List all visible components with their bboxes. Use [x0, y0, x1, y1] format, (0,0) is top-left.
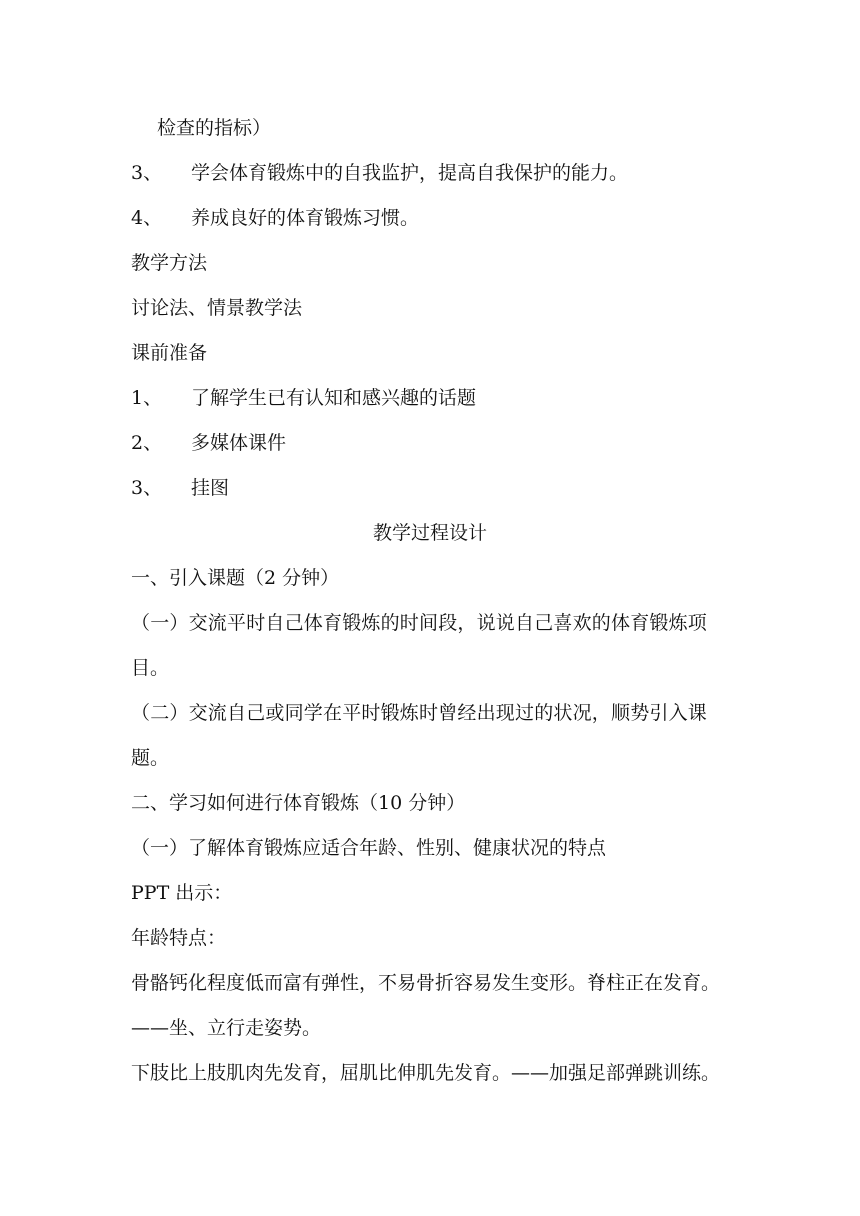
paragraph-text: 题。: [131, 747, 170, 769]
paragraph-text: 年龄特点：: [131, 927, 227, 949]
paragraph-text: 骨骼钙化程度低而富有弹性，不易骨折容易发生变形。脊柱正在发育。: [131, 972, 721, 994]
paragraph-text: （一）交流平时自己体育锻炼的时间段，说说自己喜欢的体育锻炼项: [131, 612, 708, 634]
section-heading-methods: [131, 250, 751, 276]
paragraph-line: [131, 700, 751, 726]
item-text: 多媒体课件: [191, 432, 287, 454]
item-number: 2、: [131, 432, 163, 454]
paragraph-line: [131, 970, 751, 996]
section-title-process: [0, 520, 860, 546]
continuation-line: [157, 115, 777, 141]
heading-text: 一、引入课题（2 分钟）: [131, 567, 340, 589]
item-number: 3、: [131, 477, 163, 499]
heading-text: 教学方法: [131, 252, 208, 274]
paragraph-line: [131, 1060, 751, 1086]
paragraph-text: （一）了解体育锻炼应适合年龄、性别、健康状况的特点: [131, 837, 607, 859]
title-text: 教学过程设计: [372, 522, 487, 544]
part-heading-2: [131, 790, 751, 816]
heading-text: 二、学习如何进行体育锻炼（10 分钟）: [131, 792, 466, 814]
line-text: 检查的指标）: [157, 117, 272, 139]
subheading-line: [131, 835, 751, 861]
paragraph-text: ——坐、立行走姿势。: [131, 1017, 322, 1039]
item-text: 学会体育锻炼中的自我监护，提高自我保护的能力。: [191, 162, 629, 184]
item-number: 4、: [131, 207, 163, 229]
item-number: 3、: [131, 162, 163, 184]
item-text: 养成良好的体育锻炼习惯。: [191, 207, 420, 229]
paragraph-line: [131, 1015, 751, 1041]
age-features-label: [131, 925, 751, 951]
section-heading-preparation: [131, 340, 751, 366]
heading-text: 课前准备: [131, 342, 208, 364]
prep-item-2: [131, 430, 751, 456]
part-heading-1: [131, 565, 751, 591]
paragraph-line: [131, 655, 751, 681]
paragraph-text: PPT 出示：: [131, 882, 233, 904]
paragraph-text: 下肢比上肢肌肉先发育，屈肌比伸肌先发育。——加强足部弹跳训练。: [131, 1062, 721, 1084]
paragraph-text: （二）交流自己或同学在平时锻炼时曾经出现过的状况，顺势引入课: [131, 702, 708, 724]
item-number: 1、: [131, 387, 163, 409]
item-text: 了解学生已有认知和感兴趣的话题: [191, 387, 477, 409]
prep-item-3: [131, 475, 751, 501]
prep-item-1: [131, 385, 751, 411]
item-text: 挂图: [191, 477, 230, 499]
paragraph-line: [131, 610, 751, 636]
paragraph-line: [131, 745, 751, 771]
goal-item-4: [131, 205, 751, 231]
goal-item-3: [131, 160, 751, 186]
methods-text: [131, 295, 751, 321]
paragraph-text: 讨论法、情景教学法: [131, 297, 303, 319]
paragraph-text: 目。: [131, 657, 170, 679]
ppt-label: [131, 880, 751, 906]
